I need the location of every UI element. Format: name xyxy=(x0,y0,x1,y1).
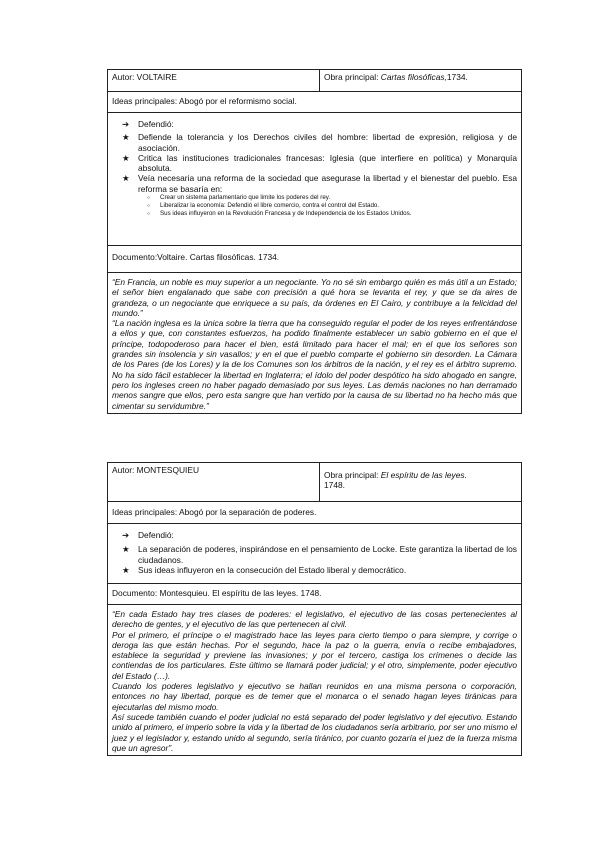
author-label: Autor: MONTESQUIEU xyxy=(112,465,200,475)
quote-paragraph: “En cada Estado hay tres clases de poderes: el legislativo, el ejecutivo de las cosas pertenecientes al derecho de gentes, y el ejecutivo de las que pertenecen al civil. xyxy=(112,609,517,630)
arrow-right-icon: ➔ xyxy=(122,119,130,129)
list-item: ➔ Defendió: xyxy=(122,530,174,540)
list-item: ★ La separación de poderes, inspirándose en el pensamiento de Locke. Este garantiza la libertad de los ciudadanos. xyxy=(122,544,517,565)
voltaire-card xyxy=(107,69,522,414)
author-label: Autor: VOLTAIRE xyxy=(112,72,177,82)
star-icon: ★ xyxy=(122,544,130,555)
defended-list xyxy=(112,119,517,218)
list-item: ○ Crear un sistema parlamentario que limite los poderes del rey. xyxy=(160,194,517,202)
list-item: ★ Defiende la tolerancia y los Derechos civiles del hombre: libertad de expresión, religiosa y de asociación. xyxy=(122,132,517,153)
work-label: Obra principal: xyxy=(324,470,381,480)
quote-paragraph: “En Francia, un noble es muy superior a un negociante. Yo no sé sin embargo quién es más útil a un Estado; el señor bien engalanado que sabe con precisión a qué hora se levanta el rey, y que se da aires de grandeza, o un negociante que enriquece a su país, da órdenes en El Cairo, y contribuye a la felicidad del mundo.” xyxy=(112,277,517,318)
ideas-text: Ideas principales: Abogó por la separación de poderes. xyxy=(112,507,317,517)
list-item: ○ Liberalizar la economía: Defendió el libre comercio, contra el control del Estado. xyxy=(160,202,517,210)
list-item: ➔ Defendió: xyxy=(122,119,174,129)
quote-paragraph: Así sucede también cuando el poder judicial no está separado del poder legislativo y del ejecutivo. Estando unido al primero, el imperio sobre la vida y la libertad de los ciudadanos sería arbitrario, por ser uno mismo el juez y el legislador y, estando unido al segundo, sería tiránico, por cuanto gozaría el juez de la fuerza misma que un agresor”. xyxy=(112,711,517,753)
document-text: Documento: Montesquieu. El espíritu de las leyes. 1748. xyxy=(112,588,322,598)
arrow-right-icon: ➔ xyxy=(122,530,130,540)
montesquieu-card xyxy=(107,462,522,756)
work-cell xyxy=(320,463,522,502)
star-icon: ★ xyxy=(122,564,130,575)
work-title: Cartas filosóficas, xyxy=(380,72,447,82)
author-cell xyxy=(108,463,320,502)
author-cell xyxy=(108,70,320,92)
quote-cell xyxy=(108,605,522,756)
work-year: 1734. xyxy=(446,72,468,82)
ideas-cell xyxy=(108,502,522,524)
star-icon: ★ xyxy=(122,132,130,143)
ideas-text: Ideas principales: Abogó por el reformismo social. xyxy=(112,96,297,106)
sub-list xyxy=(138,194,517,218)
defended-cell xyxy=(108,524,522,584)
document-cell xyxy=(108,246,522,273)
document-cell xyxy=(108,584,522,605)
list-item: ★ Sus ideas influyeron en la consecución del Estado liberal y democrático. xyxy=(122,564,407,575)
quote-paragraph: Por el primero, el príncipe o el magistrado hace las leyes para cierto tiempo o para siempre, y corrige o deroga las que están hechas. Por el segundo, hace la paz o la guerra, envía o recibe embajadores, establece la seguridad y previene las invasiones; y por el tercero, castiga los crímenes o decide las contiendas de los particulares. Este último se llamará poder judicial; y el otro, simplemente, poder ejecutivo del Estado (…). xyxy=(112,629,517,681)
quote-cell xyxy=(108,273,522,414)
quote-paragraph: “La nación inglesa es la única sobre la tierra que ha conseguido regular el poder de los reyes enfrentándose a ellos y que, con constantes esfuerzos, ha podido finalmente establecer un sabio gobierno en el que el príncipe, todopoderoso para hacer el bien, está limitado para hacer el mal; en el que los señores son grandes sin insolencia y sin vasallos; y en el que el pueblo comparte el gobierno sin desorden. La Cámara de los Pares (de los Lores) y la de los Comunes son los árbitros de la nación, y el rey es el árbitro supremo. No ha sido fácil establecer la libertad en Inglaterra; el ídolo del poder despótico ha sido ahogado en sangre, pero los ingleses creen no haber pagado demasiado por sus leyes. Las demás naciones no han derramado menos sangre que ellos, pero esta sangre que han vertido por la causa de su libertad no ha hecho más que cimentar su servidumbre.” xyxy=(112,318,517,411)
quote-paragraph: Cuando los poderes legislativo y ejecutivo se hallan reunidos en una misma persona o corporación, entonces no hay libertad, porque es de temer que el monarca o el senado hagan leyes tiránicas para ejecutarlas del mismo modo. xyxy=(112,681,517,712)
star-icon: ★ xyxy=(122,152,130,163)
ideas-cell xyxy=(108,92,522,113)
document-text: Documento:Voltaire. Cartas filosóficas. 1734. xyxy=(112,252,280,262)
list-item: ○ Sus ideas influyeron en la Revolución Francesa y de Independencia de los Estados Unidos. xyxy=(160,210,517,218)
work-cell xyxy=(320,70,522,92)
work-label: Obra principal: xyxy=(324,72,381,82)
defended-cell xyxy=(108,113,522,246)
work-year: 1748. xyxy=(324,480,345,491)
list-item: ★ Critica las instituciones tradicionales francesas: Iglesia (que interfiere en política) y Monarquía absoluta. xyxy=(122,152,517,174)
list-item: ★ Veía necesaria una reforma de la sociedad que asegurase la libertad y el bienestar del pueblo. Esa reforma se basaría en: ○ Crear un sistema parlamentario que limite los poderes del rey. ○ Liberalizar la economía: Defendió el libre comercio, contra el control del Estado. ○ Sus ideas influyeron en la Revolución Francesa y de Independencia de los Estados Unidos. xyxy=(138,173,517,218)
work-title: El espíritu de las leyes. xyxy=(380,470,467,480)
star-icon: ★ xyxy=(122,173,130,184)
defended-list xyxy=(112,530,517,575)
